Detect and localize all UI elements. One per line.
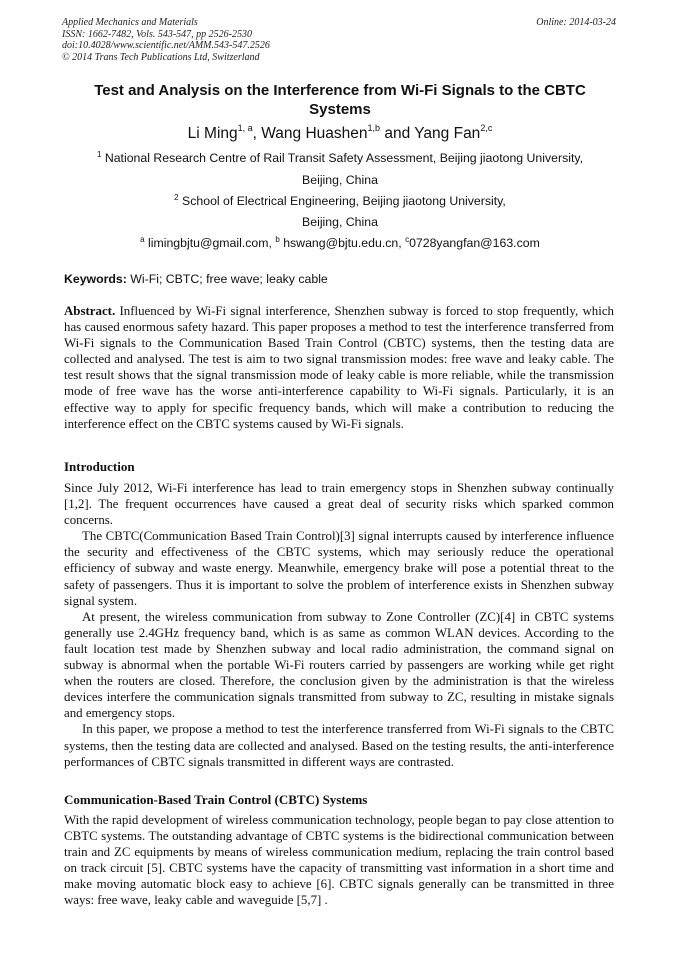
aff-text: School of Electrical Engineering, Beijing jiaotong University, [178, 194, 506, 208]
abstract-label: Abstract. [64, 304, 116, 318]
email-b: hswang@bjtu.edu.cn, [279, 236, 406, 250]
author-sup: 1, a [237, 123, 253, 133]
paragraph: In this paper, we propose a method to test the interference transferred from Wi-Fi signals to the CBTC systems, then the testing data are collected and analysed. Based on the testing results, the anti-interference performances of CBTC signals transmitted in different ways are contrasted. [64, 722, 614, 769]
author-name: and Yang Fan [380, 125, 481, 142]
affiliation-2 [62, 194, 618, 209]
aff-text: National Research Centre of Rail Transit Safety Assessment, Beijing jiaotong University, [101, 151, 584, 165]
cbtc-body [64, 812, 614, 909]
cbtc-heading: Communication-Based Train Control (CBTC) Systems [64, 792, 368, 807]
introduction-body [64, 480, 614, 770]
paragraph: The CBTC(Communication Based Train Control)[3] signal interrupts caused by interference influence the security and effectiveness of the CBTC systems, which may seriously reduce the operational efficiency of subway and waste energy. Meanwhile, emergency brake will pose a potential threat to the safety of passengers. Thus it is important to solve the problem of interference exists in Shenzhen subway signal system. [64, 529, 614, 608]
email-sup: a [140, 235, 145, 244]
journal-info [62, 17, 270, 63]
journal-name: Applied Mechanics and Materials [62, 17, 198, 28]
abstract [64, 303, 614, 432]
title-line-2: Systems [309, 101, 371, 118]
email-c: 0728yangfan@163.com [409, 236, 540, 250]
introduction-heading: Introduction [64, 459, 135, 474]
affiliation-2-city: Beijing, China [302, 215, 378, 229]
doi-line: doi:10.4028/www.scientific.net/AMM.543-547.2526 [62, 40, 270, 52]
affiliation-1 [62, 151, 618, 166]
author-name: Li Ming [187, 125, 238, 142]
paper-title [62, 81, 618, 119]
affiliation-1-city: Beijing, China [302, 173, 378, 187]
keywords [64, 272, 328, 287]
paragraph: Since July 2012, Wi-Fi interference has lead to train emergency stops in Shenzhen subway continually [1,2]. The frequent occurrences have caused a great deal of security risks which sparked common concerns. [64, 481, 614, 528]
paragraph: With the rapid development of wireless communication technology, people began to pay close attention to CBTC systems. The outstanding advantage of CBTC systems is the bidirectional communication between train and ZC equipments by means of wireless communication medium, replacing the train control based on track circuit [5]. CBTC systems have the capacity of transmitting vast information in a short time and make moving automatic block easy to achieve [6]. CBTC signals generally can be transmitted in three ways: free wave, leaky cable and waveguide [5,7] . [64, 813, 614, 908]
copyright-line: © 2014 Trans Tech Publications Ltd, Switzerland [62, 51, 260, 63]
issn-line: ISSN: 1662-7482, Vols. 543-547, pp 2526-2530 [62, 28, 252, 40]
keywords-label: Keywords: [64, 272, 127, 286]
author-sup: 1,b [367, 123, 381, 133]
email-a: limingbjtu@gmail.com, [144, 236, 276, 250]
abstract-text: Influenced by Wi-Fi signal interference, Shenzhen subway is forced to stop frequently, which has caused enormous safety hazard. This paper proposes a method to test the interference transferred from Wi-Fi signals to the Communication Based Train Control (CBTC) systems, then the testing data are collected and analysed. The test is aim to two signal transmission modes: free wave and leaky cable. The test result shows that the signal transmission mode of leaky cable is more reliable, while the transmission mode of free wave has the worse anti-interference capability to Wi-Fi signals. Particularly, it is an effective way to apply for specific frequency bands, which will make a contribution to reducing the interference effect on the CBTC systems caused by Wi-Fi signals. [64, 304, 614, 431]
aff-sup: 1 [96, 150, 102, 159]
online-date: Online: 2014-03-24 [536, 17, 616, 28]
paragraph: At present, the wireless communication from subway to Zone Controller (ZC)[4] in CBTC systems generally use 2.4GHz frequency band, which is as same as common WLAN devices. According to the fault location test made by Shenzhen subway and local radio administration, the command signal on subway is abnormal when the portable Wi-Fi routers carried by passengers are working while get right when the routers are closed. Therefore, the conclusion given by the administration is that the wireless devices interfere the communication signals transmitted from subway to ZC, resulting in mistake signals and emergency stops. [64, 609, 614, 721]
email-line [62, 236, 618, 251]
author-sup: 2,c [480, 123, 493, 133]
aff-sup: 2 [174, 193, 179, 202]
title-line-1: Test and Analysis on the Interference from Wi-Fi Signals to the CBTC [94, 82, 586, 99]
author-line [62, 124, 618, 144]
email-sup: c [405, 235, 410, 244]
author-name: , Wang Huashen [252, 125, 368, 142]
keywords-text: Wi-Fi; CBTC; free wave; leaky cable [126, 272, 328, 286]
email-sup: b [275, 235, 280, 244]
